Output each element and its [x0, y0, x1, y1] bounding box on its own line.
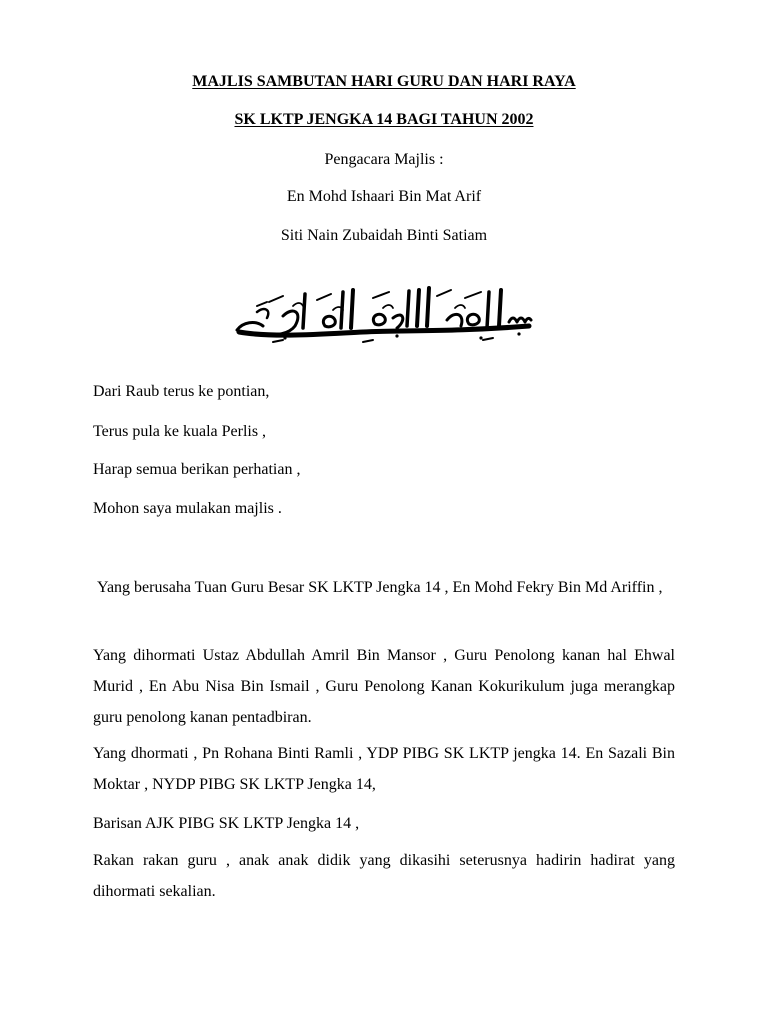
greeting-paragraph: Yang dihormati Ustaz Abdullah Amril Bin Mansor , Guru Penolong kanan hal Ehwal Murid , En Abu Nisa Bin Ismail , Guru Penolong Kanan Kokurikulum juga merangkap guru penolong kanan pentadbiran.	[93, 647, 675, 726]
document-subtitle: SK LKTP JENGKA 14 BAGI TAHUN 2002	[234, 111, 534, 128]
pantun-line: Mohon saya mulakan majlis .	[93, 500, 282, 517]
bismillah-calligraphy	[233, 282, 535, 346]
pantun-line: Dari Raub terus ke pontian,	[93, 383, 270, 400]
greeting-paragraph: Rakan rakan guru , anak anak didik yang dikasihi seterusnya hadirin hadirat yang dihormati sekalian.	[93, 852, 675, 900]
emcee-name-2: Siti Nain Zubaidah Binti Satiam	[280, 227, 488, 244]
greeting-paragraph: Yang berusaha Tuan Guru Besar SK LKTP Jengka 14 , En Mohd Fekry Bin Md Ariffin ,	[93, 579, 663, 596]
emcee-name-1: En Mohd Ishaari Bin Mat Arif	[286, 188, 482, 205]
greeting-paragraph: Yang dhormati , Pn Rohana Binti Ramli , YDP PIBG SK LKTP jengka 14. En Sazali Bin Moktar , NYDP PIBG SK LKTP Jengka 14,	[93, 745, 675, 793]
pantun-line: Terus pula ke kuala Perlis ,	[93, 423, 267, 440]
pantun-line: Harap semua berikan perhatian ,	[93, 461, 301, 478]
greeting-paragraph: Barisan AJK PIBG SK LKTP Jengka 14 ,	[93, 815, 360, 832]
emcee-label: Pengacara Majlis :	[324, 151, 444, 168]
document-title: MAJLIS SAMBUTAN HARI GURU DAN HARI RAYA	[192, 73, 576, 90]
